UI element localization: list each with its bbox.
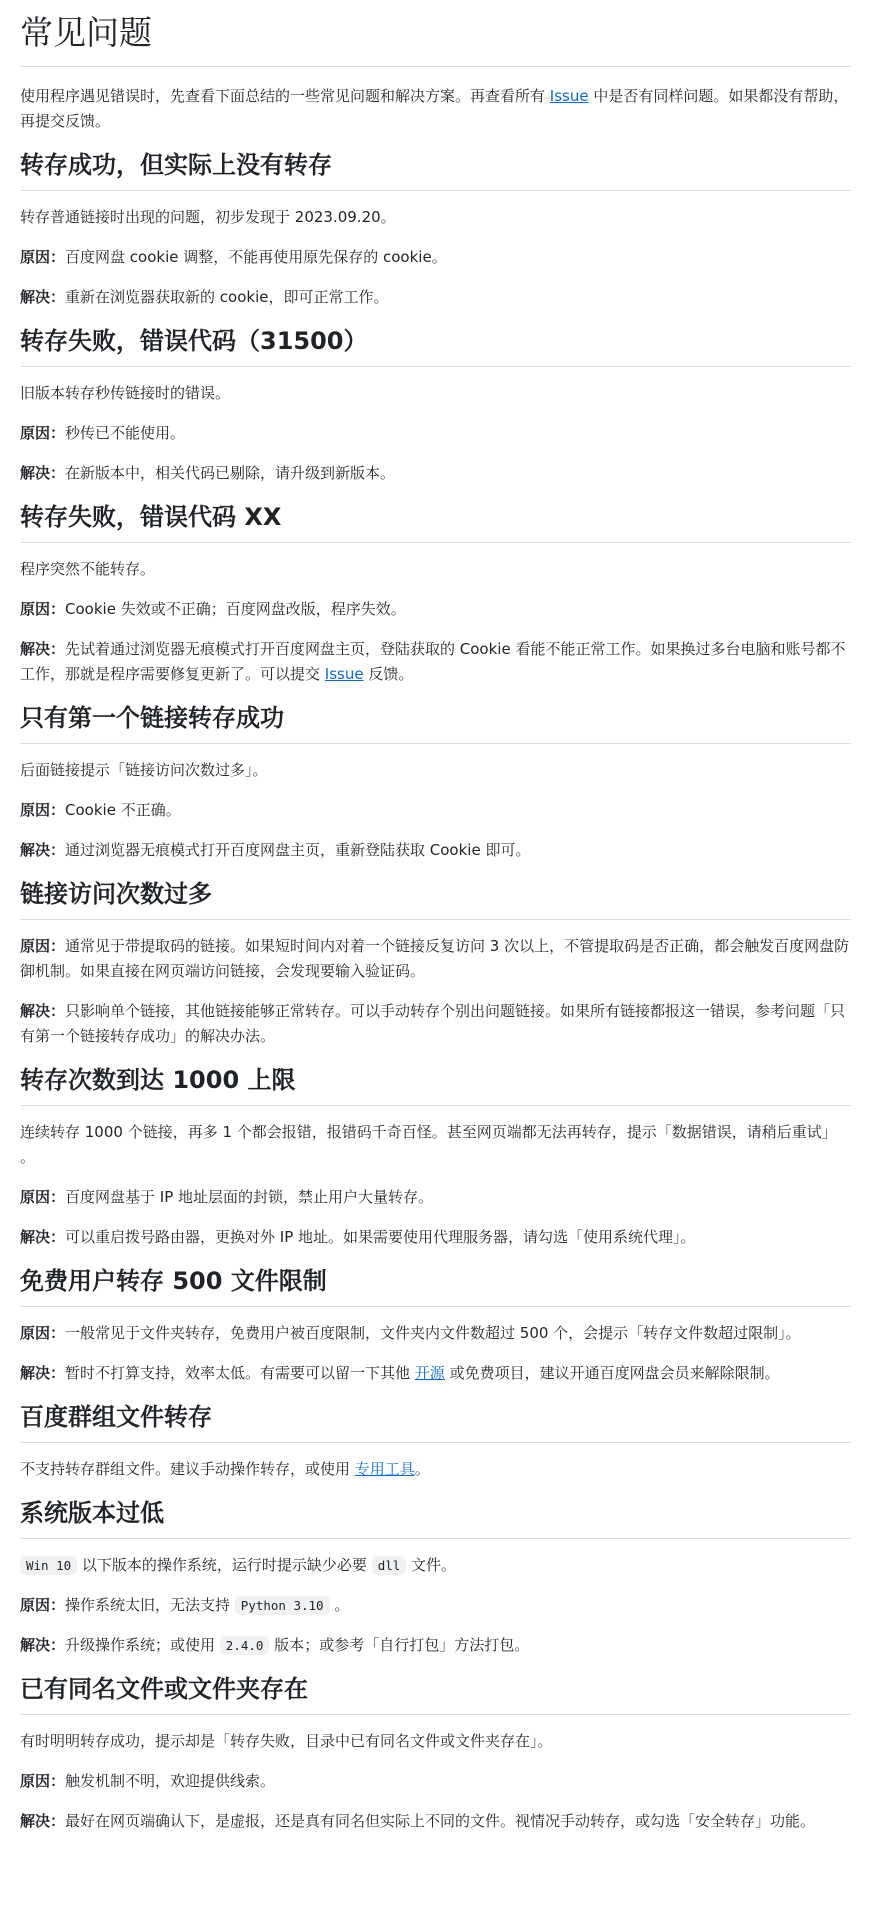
solution-paragraph <box>20 1809 851 1834</box>
solution-text: 在新版本中，相关代码已剔除，请升级到新版本。 <box>65 464 396 482</box>
solution-text: 通过浏览器无痕模式打开百度网盘主页，重新登陆获取 Cookie 即可。 <box>65 841 531 859</box>
faq-section <box>20 877 851 1049</box>
section-heading: 免费用户转存 500 文件限制 <box>20 1264 851 1307</box>
cause-label: 原因： <box>20 937 66 955</box>
section-heading: 转存失败，错误代码（31500） <box>20 324 851 367</box>
section-heading: 转存次数到达 1000 上限 <box>20 1063 851 1106</box>
solution-text-end: 版本；或参考「自行打包」方法打包。 <box>269 1636 530 1654</box>
faq-section <box>20 324 851 486</box>
cause-paragraph <box>20 245 851 270</box>
intro-paragraph <box>20 84 851 134</box>
dedicated-tool-link[interactable]: 专用工具 <box>354 1460 415 1478</box>
cause-paragraph <box>20 421 851 446</box>
section-description: 转存普通链接时出现的问题，初步发现于 2023.09.20。 <box>20 208 396 226</box>
cause-label: 原因： <box>20 1772 66 1790</box>
section-description: 后面链接提示「链接访问次数过多」。 <box>20 761 268 779</box>
solution-label: 解决： <box>20 1636 66 1654</box>
section-heading: 转存失败，错误代码 XX <box>20 500 851 543</box>
open-source-link[interactable]: 开源 <box>414 1364 445 1382</box>
cause-text: Cookie 不正确。 <box>65 801 181 819</box>
section-heading: 系统版本过低 <box>20 1496 851 1539</box>
section-heading: 百度群组文件转存 <box>20 1400 851 1443</box>
issue-link[interactable]: Issue <box>549 87 589 105</box>
cause-text: 百度网盘 cookie 调整，不能再使用原先保存的 cookie。 <box>65 248 447 266</box>
description-text-end: 文件。 <box>406 1556 457 1574</box>
description-text: 不支持转存群组文件。建议手动操作转存，或使用 <box>20 1460 355 1478</box>
solution-text-end: 反馈。 <box>363 665 414 683</box>
cause-text: 一般常见于文件夹转存，免费用户被百度限制，文件夹内文件数超过 500 个，会提示「转存文件数超过限制」。 <box>65 1324 801 1342</box>
cause-text: Cookie 失效或不正确；百度网盘改版，程序失效。 <box>65 600 406 618</box>
inline-code: Python 3.10 <box>235 1596 330 1615</box>
inline-code: 2.4.0 <box>220 1636 270 1655</box>
section-description: 有时明明转存成功，提示却是「转存失败，目录中已有同名文件或文件夹存在」。 <box>20 1732 553 1750</box>
description-text-end: 。 <box>414 1460 430 1478</box>
cause-paragraph <box>20 934 851 984</box>
section-heading: 链接访问次数过多 <box>20 877 851 920</box>
solution-text-end: 或免费项目，建议开通百度网盘会员来解除限制。 <box>444 1364 780 1382</box>
solution-text: 暂时不打算支持，效率太低。有需要可以留一下其他 <box>65 1364 415 1382</box>
issue-link[interactable]: Issue <box>324 665 364 683</box>
solution-paragraph <box>20 999 851 1049</box>
cause-paragraph <box>20 798 851 823</box>
section-description: 旧版本转存秒传链接时的错误。 <box>20 384 231 402</box>
solution-paragraph <box>20 637 851 687</box>
cause-text: 触发机制不明，欢迎提供线索。 <box>65 1772 276 1790</box>
faq-section <box>20 148 851 310</box>
faq-section <box>20 1400 851 1482</box>
faq-section <box>20 1264 851 1386</box>
intro-text: 使用程序遇见错误时，先查看下面总结的一些常见问题和解决方案。再查看所有 <box>20 87 550 105</box>
solution-text: 升级操作系统；或使用 <box>65 1636 220 1654</box>
faq-section <box>20 1496 851 1658</box>
section-heading: 转存成功，但实际上没有转存 <box>20 148 851 191</box>
faq-section <box>20 701 851 863</box>
section-description <box>20 1457 851 1482</box>
inline-code: Win 10 <box>20 1556 77 1575</box>
cause-label: 原因： <box>20 1596 66 1614</box>
cause-paragraph <box>20 1321 851 1346</box>
cause-text: 通常见于带提取码的链接。如果短时间内对着一个链接反复访问 3 次以上，不管提取码是否正确，都会触发百度网盘防御机制。如果直接在网页端访问链接，会发现要输入验证码。 <box>20 937 850 980</box>
faq-section <box>20 1672 851 1834</box>
cause-text-end: 。 <box>329 1596 350 1614</box>
solution-label: 解决： <box>20 640 66 658</box>
page-title: 常见问题 <box>20 10 851 67</box>
solution-text: 只影响单个链接，其他链接能够正常转存。可以手动转存个别出问题链接。如果所有链接都报这一错误，参考问题「只有第一个链接转存成功」的解决办法。 <box>20 1002 846 1045</box>
solution-paragraph <box>20 285 851 310</box>
solution-paragraph <box>20 1633 851 1658</box>
solution-paragraph <box>20 461 851 486</box>
cause-paragraph <box>20 1593 851 1618</box>
solution-text: 最好在网页端确认下，是虚报，还是真有同名但实际上不同的文件。视情况手动转存，或勾选「安全转存」功能。 <box>65 1812 816 1830</box>
cause-text: 百度网盘基于 IP 地址层面的封锁，禁止用户大量转存。 <box>65 1188 434 1206</box>
section-description <box>20 1553 851 1578</box>
section-heading: 已有同名文件或文件夹存在 <box>20 1672 851 1715</box>
intro-text-end: 中是否有同样问题。如果都没有帮助，再提交反馈。 <box>20 87 849 130</box>
solution-text: 先试着通过浏览器无痕模式打开百度网盘主页，登陆获取的 Cookie 看能不能正常工作。如果换过多台电脑和账号都不工作，那就是程序需要修复更新了。可以提交 <box>20 640 846 683</box>
faq-section <box>20 500 851 687</box>
cause-label: 原因： <box>20 1324 66 1342</box>
cause-paragraph <box>20 597 851 622</box>
solution-text: 可以重启拨号路由器，更换对外 IP 地址。如果需要使用代理服务器，请勾选「使用系统代理」。 <box>65 1228 696 1246</box>
section-description: 连续转存 1000 个链接，再多 1 个都会报错，报错码千奇百怪。甚至网页端都无法再转存，提示「数据错误，请稍后重试」 。 <box>20 1123 837 1166</box>
cause-paragraph <box>20 1185 851 1210</box>
cause-text: 秒传已不能使用。 <box>65 424 186 442</box>
solution-label: 解决： <box>20 1812 66 1830</box>
solution-label: 解决： <box>20 1002 66 1020</box>
cause-label: 原因： <box>20 248 66 266</box>
cause-paragraph <box>20 1769 851 1794</box>
solution-label: 解决： <box>20 1364 66 1382</box>
solution-paragraph <box>20 838 851 863</box>
solution-paragraph <box>20 1361 851 1386</box>
section-heading: 只有第一个链接转存成功 <box>20 701 851 744</box>
cause-text: 操作系统太旧，无法支持 <box>65 1596 235 1614</box>
solution-paragraph <box>20 1225 851 1250</box>
inline-code: dll <box>372 1556 407 1575</box>
cause-label: 原因： <box>20 801 66 819</box>
solution-label: 解决： <box>20 464 66 482</box>
cause-label: 原因： <box>20 1188 66 1206</box>
section-description: 程序突然不能转存。 <box>20 560 156 578</box>
solution-label: 解决： <box>20 841 66 859</box>
solution-label: 解决： <box>20 1228 66 1246</box>
faq-section <box>20 1063 851 1250</box>
description-text: 以下版本的操作系统，运行时提示缺少必要 <box>77 1556 372 1574</box>
cause-label: 原因： <box>20 424 66 442</box>
solution-text: 重新在浏览器获取新的 cookie，即可正常工作。 <box>65 288 389 306</box>
cause-label: 原因： <box>20 600 66 618</box>
solution-label: 解决： <box>20 288 66 306</box>
